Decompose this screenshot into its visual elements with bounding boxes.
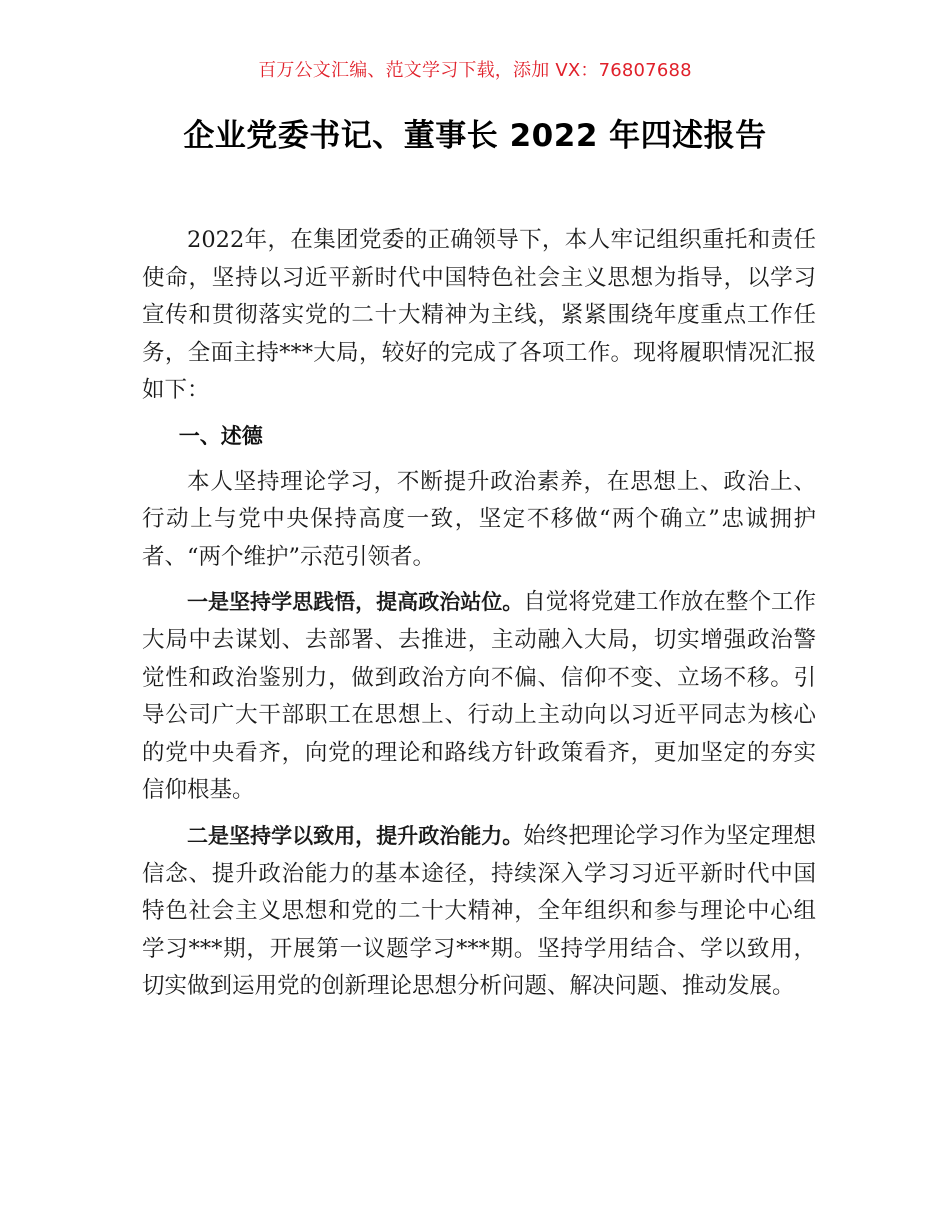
item-lead-1: 一是坚持学思践悟，提高政治站位。: [187, 590, 524, 615]
item-paragraph-1: [142, 584, 816, 810]
document-body: [142, 222, 816, 1006]
section-heading-virtue: 一、述德: [178, 423, 263, 448]
item-paragraph-2: [142, 818, 816, 1006]
section-intro-paragraph: 本人坚持理论学习，不断提升政治素养，在思想上、政治上、行动上与党中央保持高度一致，坚定不移做“两个确立”忠诚拥护者、“两个维护”示范引领者。: [142, 468, 816, 570]
intro-paragraph: 2022年，在集团党委的正确领导下，本人牢记组织重托和责任使命，坚持以习近平新时代中国特色社会主义思想为指导，以学习宣传和贯彻落实党的二十大精神为主线，紧紧围绕年度重点工作任务，全面主持***大局，较好的完成了各项工作。现将履职情况汇报如下：: [142, 227, 816, 404]
item-text-1: 自觉将党建工作放在整个工作大局中去谋划、去部署、去推进，主动融入大局，切实增强政治警觉性和政治鉴别力，做到政治方向不偏、信仰不变、立场不移。引导公司广大干部职工在思想上、行动上主动向以习近平同志为核心的党中央看齐，向党的理论和路线方针政策看齐，更加坚定的夯实信仰根基。: [142, 589, 816, 804]
document-title: 企业党委书记、董事长 2022 年四述报告: [183, 118, 767, 154]
item-text-2: 始终把理论学习作为坚定理想信念、提升政治能力的基本途径，持续深入学习习近平新时代中国特色社会主义思想和党的二十大精神，全年组织和参与理论中心组学习***期，开展第一议题学习***期。坚持学用结合、学以致用，切实做到运用党的创新理论思想分析问题、解决问题、推动发展。: [142, 822, 816, 1000]
item-lead-2: 二是坚持学以致用，提升政治能力。: [187, 823, 524, 848]
watermark-banner: 百万公文汇编、范文学习下载，添加 VX：76807688: [258, 60, 692, 81]
